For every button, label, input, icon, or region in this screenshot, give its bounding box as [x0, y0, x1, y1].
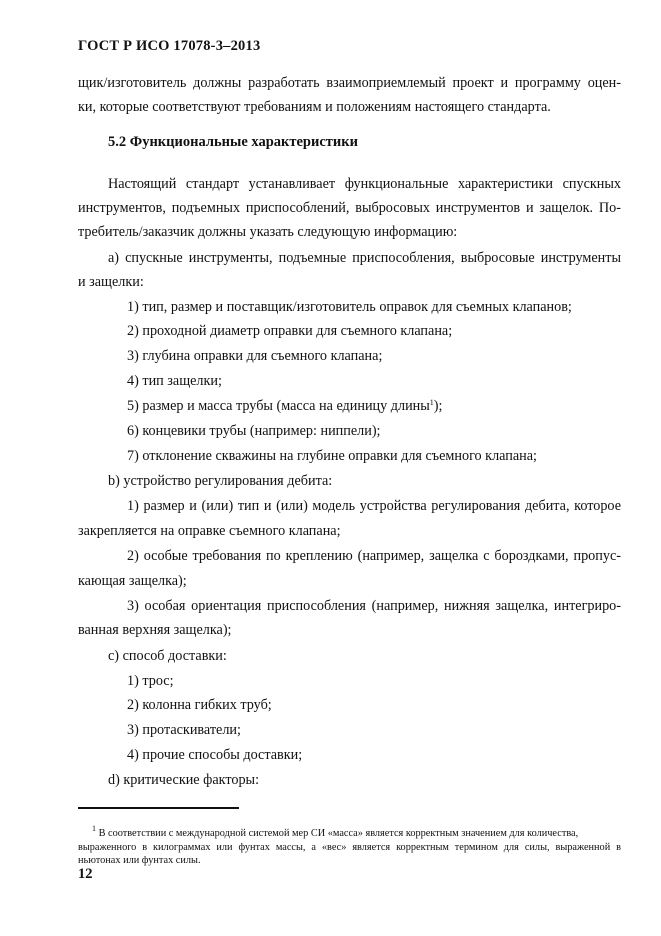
continuation-line-1: щик/изготовитель должны разработать взаимоприемлемый проект и программу оцен- [78, 75, 621, 91]
footnote-marker: 1 [92, 824, 96, 833]
footnote-line-1 [92, 824, 579, 840]
intro-line-1: Настоящий стандарт устанавливает функциональные характеристики спускных [108, 176, 621, 192]
item-a-sub-7: 7) отклонение скважины на глубине оправки для съемного клапана; [127, 448, 537, 464]
item-b-sub-2-line-2: кающая защелка); [78, 573, 187, 589]
item-c-sub-4: 4) прочие способы доставки; [127, 747, 303, 763]
intro-line-2: инструментов, подъемных приспособлений, выбросовых инструментов и защелок. По- [78, 200, 621, 216]
item-c-sub-2: 2) колонна гибких труб; [127, 697, 272, 713]
item-b-label: b) устройство регулирования дебита: [108, 473, 333, 489]
item-a-line-1: а) спускные инструменты, подъемные приспособления, выбросовые инструменты [108, 250, 621, 266]
item-a-sub-1: 1) тип, размер и поставщик/изготовитель оправок для съемных клапанов; [127, 299, 572, 315]
item-d-label: d) критические факторы: [108, 772, 260, 788]
intro-line-3: требитель/заказчик должны указать следующую информацию: [78, 224, 458, 240]
footnote-line-2: выраженного в килограммах или фунтах массы, а «вес» является корректным термином для силы, выраженной в [78, 842, 621, 853]
item-a-sub-5-tail: ); [433, 398, 443, 414]
item-a-sub-4: 4) тип защелки; [127, 373, 222, 389]
footnote-reference: 1 [429, 398, 434, 407]
item-a-sub-5-text: 5) размер и масса трубы (масса на единицу длины [127, 398, 430, 414]
item-b-sub-1-line-2: закрепляется на оправке съемного клапана; [78, 523, 341, 539]
footnote-line-3: ньютонах или фунтах силы. [78, 855, 201, 866]
item-b-sub-3-line-2: ванная верхняя защелка); [78, 622, 232, 638]
item-c-sub-1: 1) трос; [127, 673, 174, 689]
item-b-sub-2-line-1: 2) особые требования по креплению (например, защелка с бороздками, пропус- [127, 548, 621, 564]
continuation-line-2: ки, которые соответствуют требованиям и положениям настоящего стандарта. [78, 99, 551, 115]
item-a-sub-6: 6) концевики трубы (например: ниппели); [127, 423, 381, 439]
item-a-sub-3: 3) глубина оправки для съемного клапана; [127, 348, 383, 364]
item-a-sub-2: 2) проходной диаметр оправки для съемного клапана; [127, 323, 453, 339]
standard-header: ГОСТ Р ИСО 17078-3–2013 [78, 38, 261, 54]
item-b-sub-1-line-1: 1) размер и (или) тип и (или) модель устройства регулирования дебита, которое [127, 498, 621, 514]
item-b-sub-3-line-1: 3) особая ориентация приспособления (например, нижняя защелка, интегриро- [127, 598, 621, 614]
item-c-sub-3: 3) протаскиватели; [127, 722, 241, 738]
item-a-line-2: и защелки: [78, 274, 144, 290]
item-a-sub-5 [127, 398, 442, 414]
page-number: 12 [78, 866, 93, 882]
footnote-text-1: В соответствии с международной системой мер СИ «масса» является корректным значением для количества, [98, 828, 579, 839]
section-heading: 5.2 Функциональные характеристики [108, 134, 358, 150]
footnote-separator [78, 807, 239, 809]
item-c-label: с) способ доставки: [108, 648, 227, 664]
